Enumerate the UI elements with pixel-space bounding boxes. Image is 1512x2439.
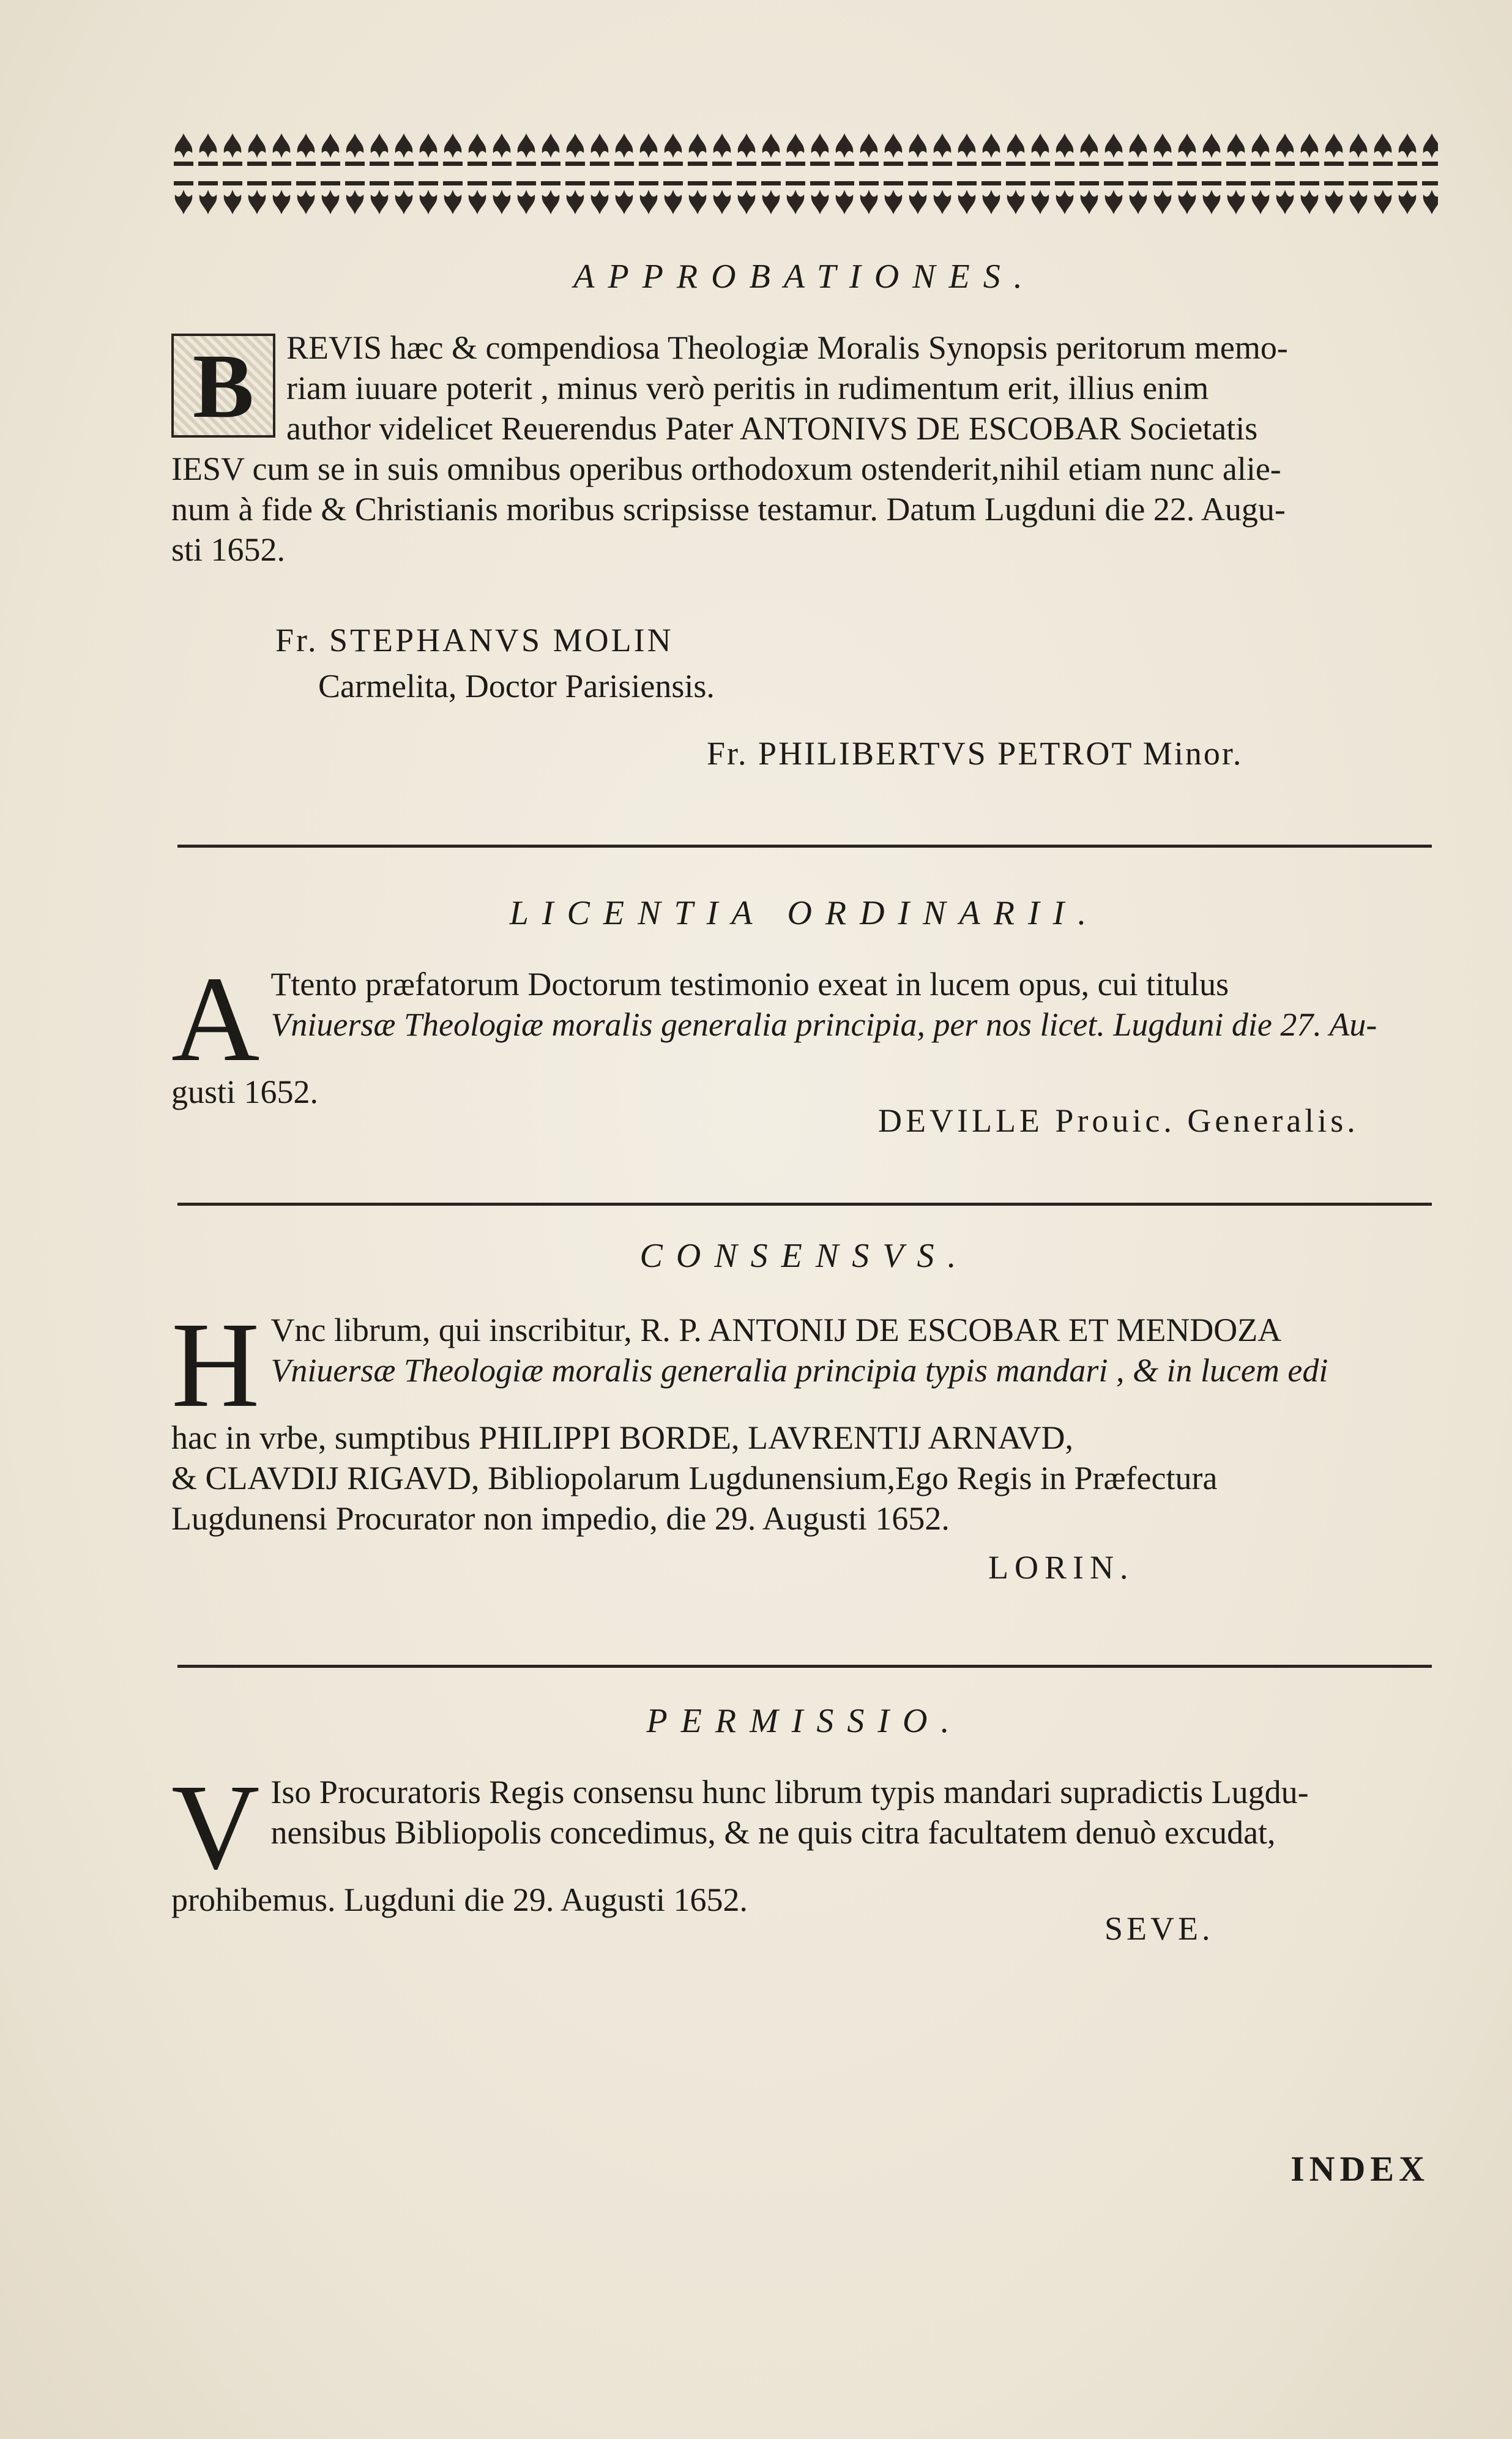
ornamental-initial-b: B [171,334,275,438]
signature-lorin: LORIN. [988,1549,1134,1586]
text-line: Lugdunensi Procurator non impedio, die 29. Augusti 1652. [171,1500,950,1537]
permissio-heading: PERMISSIO. [646,1702,963,1740]
text-line: author videlicet Reuerendus Pater ANTONIVS DE ESCOBAR Societatis [286,410,1258,447]
signature-petrot: Fr. PHILIBERTVS PETROT Minor. [707,735,1243,772]
signature-deville: DEVILLE Prouic. Generalis. [878,1102,1359,1139]
text-line: riam iuuare poterit , minus verò peritis in rudimentum erit, illius enim [286,370,1209,406]
licentia-paragraph [171,952,1438,1112]
initial-v: V [171,1760,260,1895]
approbationes-paragraph [171,327,1438,570]
section-divider [177,845,1432,848]
fleuron-ornament-border [171,129,1438,220]
text-line: prohibemus. Lugduni die 29. Augusti 1652. [171,1881,748,1918]
permissio-paragraph [171,1760,1438,1920]
text-line: hac in vrbe, sumptibus PHILIPPI BORDE, LAVRENTIJ ARNAVD, [171,1419,1074,1456]
licentia-heading: LICENTIA ORDINARII. [509,894,1100,932]
approbationes-heading: APPROBATIONES. [573,258,1036,296]
text-line: Ttento præfatorum Doctorum testimonio exeat in lucem opus, cui titulus [270,966,1229,1003]
initial-h: H [171,1298,260,1433]
text-line: sti 1652. [171,531,286,568]
consensus-heading: CONSENSVS. [639,1237,970,1275]
consensus-paragraph [171,1298,1438,1539]
section-divider [177,1203,1432,1206]
text-line: nensibus Bibliopolis concedimus, & ne quis citra facultatem denuò excudat, [270,1814,1276,1851]
text-line: Vniuersæ Theologiæ moralis generalia principia typis mandari , & in lucem edi [270,1352,1328,1389]
signature-seve: SEVE. [1104,1910,1214,1947]
text-line: Iso Procuratoris Regis consensu hunc librum typis mandari supradictis Lugdu- [270,1774,1309,1810]
signature-molin: Fr. STEPHANVS MOLIN [275,622,674,659]
initial-a: A [171,952,260,1087]
text-line: num à fide & Christianis moribus scripsisse testamur. Datum Lugduni die 22. Augu- [171,491,1286,528]
signature-molin-title: Carmelita, Doctor Parisiensis. [318,668,715,704]
catchword: INDEX [1290,2149,1429,2189]
text-line: Vnc librum, qui inscribitur, R. P. ANTONIJ DE ESCOBAR ET MENDOZA [270,1312,1282,1348]
text-line: gusti 1652. [171,1074,319,1110]
text-line: Vniuersæ Theologiæ moralis generalia principia, per nos licet. Lugduni die 27. Au- [270,1006,1377,1043]
section-divider [177,1665,1432,1668]
text-line: & CLAVDIJ RIGAVD, Bibliopolarum Lugdunensium,Ego Regis in Præfectura [171,1460,1218,1496]
text-line: REVIS hæc & compendiosa Theologiæ Moralis Synopsis peritorum memo- [286,329,1288,366]
text-line: IESV cum se in suis omnibus operibus orthodoxum ostenderit,nihil etiam nunc alie- [171,450,1281,487]
